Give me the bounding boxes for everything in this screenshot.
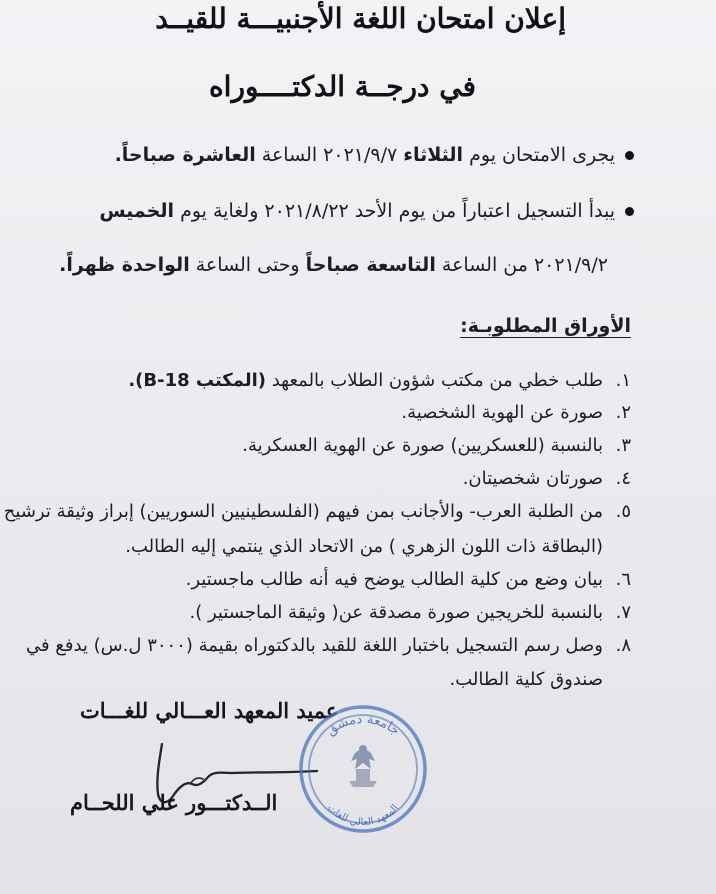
- office-code: (المكتب B-18).: [128, 370, 266, 391]
- registration-prefix: يبدأ التسجيل اعتباراً من يوم الأحد: [354, 200, 615, 222]
- list-item: [25, 631, 631, 661]
- eagle-emblem-icon: [349, 745, 377, 787]
- official-seal: [293, 699, 433, 839]
- registration-line-2: [59, 251, 608, 279]
- registration-line-1: [99, 197, 615, 225]
- announcement-subtitle: في درجــة الدكتــــوراه: [209, 70, 476, 103]
- exam-date-prefix: يجرى الامتحان يوم: [469, 144, 615, 166]
- svg-text:جامعة دمشق: [324, 712, 403, 739]
- list-item-number: ٣.: [615, 435, 631, 456]
- signatory-name: الــدكتـــور علي اللحــام: [70, 790, 278, 815]
- exam-date: ٢٠٢١/٩/٧: [323, 144, 398, 166]
- registration-to-label: وحتى الساعة: [195, 254, 300, 276]
- exam-day: الثلاثاء: [403, 144, 464, 166]
- registration-from-time: التاسعة صباحاً: [305, 254, 436, 276]
- registration-end-day: الخميس: [99, 200, 175, 222]
- list-item: [3, 497, 631, 527]
- list-item-text: صندوق كلية الطالب.: [449, 669, 603, 690]
- list-item-number: ٦.: [615, 569, 631, 590]
- registration-to-time: الواحدة ظهراً.: [59, 254, 190, 276]
- list-item-number: ٤.: [615, 468, 631, 489]
- list-item: [81, 431, 631, 461]
- list-item-text: (البطاقة ذات اللون الزهري ) من الاتحاد الذي ينتمي إليه الطالب.: [125, 536, 603, 557]
- seal-top-text: جامعة دمشق: [323, 711, 403, 739]
- list-item-text: صورتان شخصيتان.: [462, 468, 603, 489]
- list-item-continuation: [81, 665, 631, 695]
- exam-date-bullet: [49, 141, 634, 169]
- list-item-number: ٢.: [615, 402, 631, 423]
- required-papers-heading: الأوراق المطلوبـة:: [460, 315, 631, 337]
- list-item-text: بيان وضع من كلية الطالب يوضح فيه أنه طالب ماجستير.: [185, 569, 603, 590]
- registration-until: ولغاية يوم: [180, 200, 259, 222]
- exam-time: العاشرة صباحاً.: [114, 144, 256, 166]
- list-item-number: ١.: [615, 370, 631, 391]
- list-item: [81, 464, 631, 494]
- list-item-text: صورة عن الهوية الشخصية.: [401, 402, 603, 423]
- registration-end-date: ٢٠٢١/٩/٢: [533, 254, 608, 276]
- announcement-title: إعلان امتحان اللغة الأجنبيـــة للقيــد: [155, 2, 566, 35]
- list-item-text: من الطلبة العرب- والأجانب بمن فيهم (الفلسطينيين السوريين) إبراز وثيقة ترشيح: [3, 501, 603, 522]
- registration-start-date: ٢٠٢١/٨/٢٢: [264, 200, 349, 222]
- exam-time-prefix: الساعة: [261, 144, 318, 166]
- registration-from-label: من الساعة: [441, 254, 528, 276]
- list-item: [81, 565, 631, 595]
- list-item: [81, 366, 631, 396]
- list-item-number: ٧.: [615, 602, 631, 623]
- list-item-number: ٥.: [615, 501, 631, 522]
- list-item-text: بالنسبة للخريجين صورة مصدقة عن( وثيقة الماجستير ).: [189, 602, 603, 623]
- list-item: [81, 398, 631, 428]
- signatory-title: عميد المعهد العـــالي للغـــات: [80, 698, 339, 723]
- bullet-dot-icon: [625, 151, 634, 160]
- seal-bottom-text: المعهد العالي للغات: [325, 802, 401, 829]
- list-item-text: وصل رسم التسجيل باختبار اللغة للقيد بالدكتوراه بقيمة (٣٠٠٠ ل.س) يدفع في: [25, 635, 603, 656]
- registration-bullet: [49, 197, 634, 225]
- list-item: [81, 598, 631, 628]
- list-item-text: [81, 366, 603, 396]
- list-item-text: بالنسبة (للعسكريين) صورة عن الهوية العسكرية.: [242, 435, 603, 456]
- list-item-number: ٨.: [615, 635, 631, 656]
- list-item-main-text: طلب خطي من مكتب شؤون الطلاب بالمعهد: [271, 370, 603, 391]
- bullet-dot-icon: [625, 207, 634, 216]
- list-item-continuation: [81, 532, 631, 562]
- exam-date-text: [115, 141, 615, 169]
